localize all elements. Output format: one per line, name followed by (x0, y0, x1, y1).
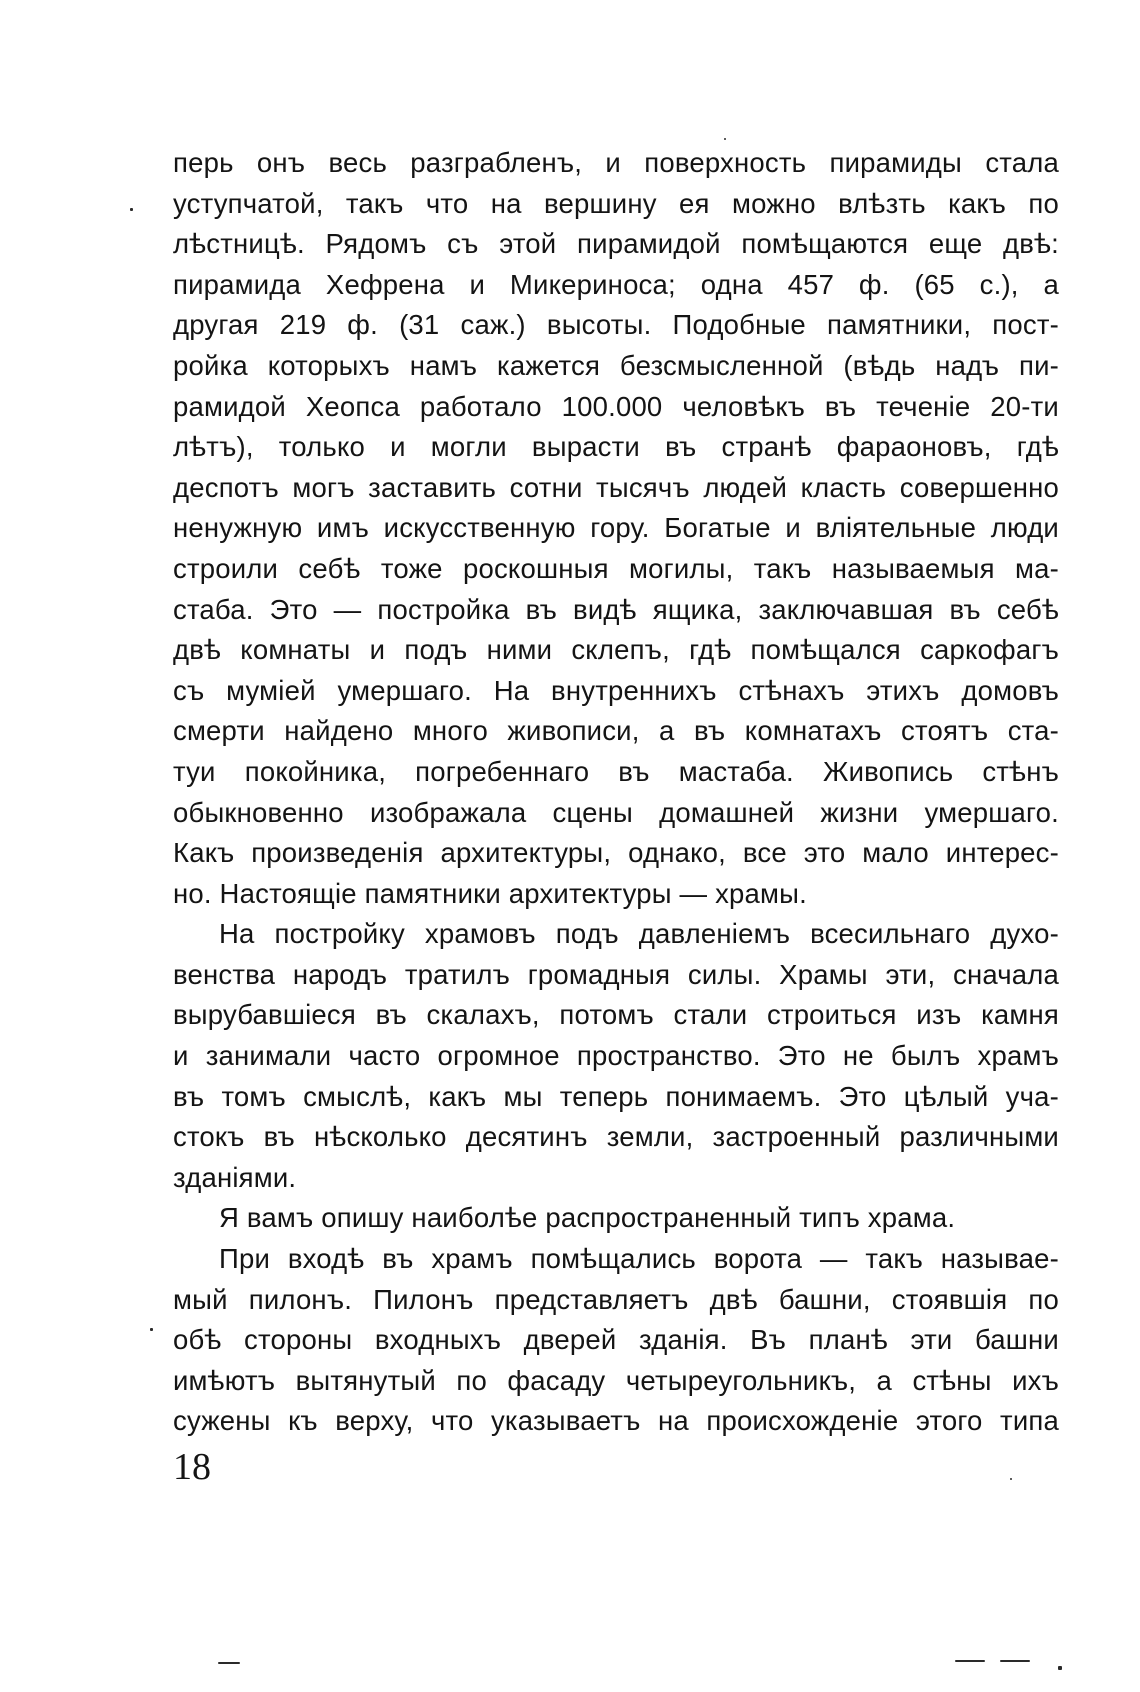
paragraph-end-line: но. Настоящіе памятники архитектуры — храмы. (173, 877, 807, 909)
scan-speck (130, 208, 133, 211)
text-line: въ томъ смыслѣ, какъ мы теперь понимаемъ. Это цѣлый уча- (173, 1080, 1059, 1112)
text-line: мый пилонъ. Пилонъ представляетъ двѣ башни, стоявшія по (173, 1283, 1059, 1315)
scan-speck (1000, 1660, 1030, 1662)
text-line: перь онъ весь разграбленъ, и поверхность пирамиды стала (173, 147, 1059, 178)
paragraph-end-line: зданіями. (173, 1161, 297, 1193)
text-line: ненужную имъ искусственную гору. Богатые и вліятельные люди (173, 512, 1059, 544)
text-line: лѣстницѣ. Рядомъ съ этой пирамидой помѣщаются еще двѣ: (173, 228, 1059, 260)
scan-speck (218, 1662, 240, 1664)
text-line: смерти найдено много живописи, а въ комнатахъ стоятъ ста- (173, 715, 1059, 747)
text-line: стаба. Это — постройка въ видѣ ящика, заключавшая въ себѣ (173, 593, 1059, 625)
text-line: обѣ стороны входныхъ дверей зданія. Въ планѣ эти башни (173, 1324, 1059, 1356)
text-line: туи покойника, погребеннаго въ мастаба. Живопись стѣнъ (173, 755, 1059, 787)
text-line: Какъ произведенія архитектуры, однако, все это мало интерес- (173, 837, 1059, 869)
text-line: пирамида Хефрена и Микериноса; одна 457 ф. (65 с.), а (173, 268, 1059, 300)
text-line: вырубавшіеся въ скалахъ, потомъ стали строиться изъ камня (173, 999, 1059, 1031)
text-line: уступчатой, такъ что на вершину ея можно влѣзть какъ по (173, 187, 1059, 219)
scan-speck (1010, 1478, 1012, 1480)
text-line: ройка которыхъ намъ кажется безсмысленной (вѣдь надъ пи- (173, 349, 1059, 381)
paragraph-start-line: На постройку храмовъ подъ давленіемъ всесильнаго духо- (219, 918, 1059, 950)
text-line: строили себѣ тоже роскошныя могилы, такъ называемыя ма- (173, 552, 1059, 584)
text-line: и занимали часто огромное пространство. Это не былъ храмъ (173, 1040, 1059, 1072)
text-line: имѣютъ вытянутый по фасаду четыреугольникъ, а стѣны ихъ (173, 1364, 1059, 1396)
page-number: 18 (173, 1446, 211, 1488)
text-line: рамидой Хеопса работало 100.000 человѣкъ въ теченіе 20-ти (173, 390, 1059, 422)
text-line: другая 219 ф. (31 саж.) высоты. Подобные памятники, пост- (173, 309, 1059, 341)
text-line: стокъ въ нѣсколько десятинъ земли, застроенный различными (173, 1121, 1059, 1153)
text-line: сужены къ верху, что указываетъ на происхожденіе этого типа (173, 1405, 1059, 1437)
scan-speck (724, 138, 726, 140)
text-line: обыкновенно изображала сцены домашней жизни умершаго. (173, 796, 1059, 828)
text-line: лѣтъ), только и могли вырасти въ странѣ фараоновъ, гдѣ (173, 431, 1059, 463)
paragraph-start-line: При входѣ въ храмъ помѣщались ворота — такъ называе- (219, 1243, 1059, 1275)
scan-speck (150, 1328, 153, 1331)
scan-speck (955, 1660, 985, 1662)
text-line: съ муміей умершаго. На внутреннихъ стѣнахъ этихъ домовъ (173, 674, 1059, 706)
single-line-paragraph: Я вамъ опишу наиболѣе распространенный типъ храма. (219, 1202, 956, 1234)
text-line: двѣ комнаты и подъ ними склепъ, гдѣ помѣщался саркофагъ (173, 634, 1059, 666)
body-text (173, 143, 1059, 1442)
text-line: венства народъ тратилъ громадныя силы. Храмы эти, сначала (173, 958, 1059, 990)
text-line: деспотъ могъ заставить сотни тысячъ людей класть совершенно (173, 471, 1059, 503)
scan-speck (1058, 1666, 1062, 1670)
